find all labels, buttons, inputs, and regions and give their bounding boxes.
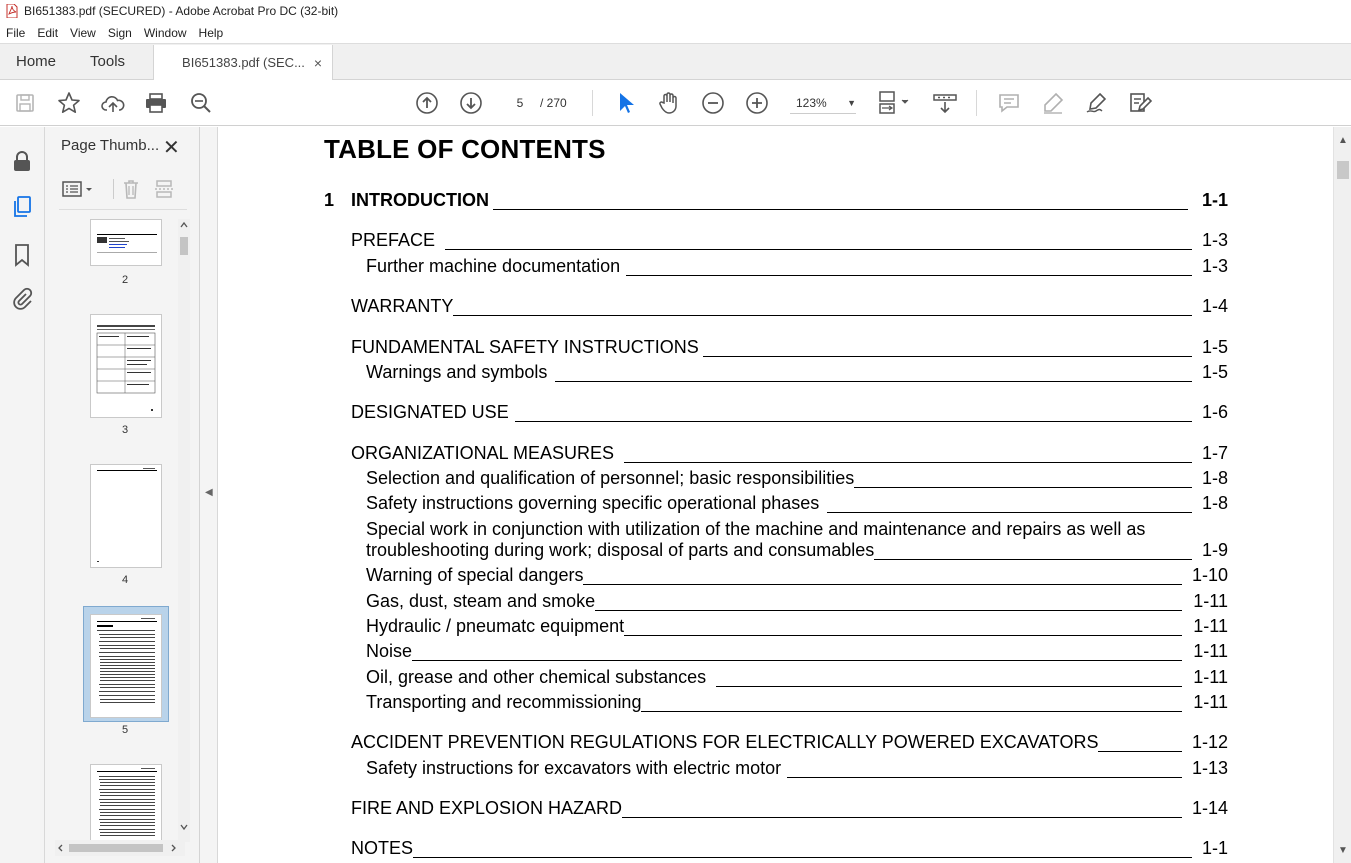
zoom-out-icon[interactable] [700,90,726,116]
toc-leader-line [703,356,1192,357]
toc-leader-line [445,249,1192,250]
toc-leader-line [827,512,1192,513]
lock-icon[interactable] [10,149,34,173]
previous-page-icon[interactable] [414,90,440,116]
scroll-up-icon[interactable]: ▲ [1338,135,1348,146]
toc-entry[interactable] [351,336,1228,360]
main-toolbar [0,80,1351,126]
tab-document[interactable] [153,45,333,80]
toc-entry-text: Transporting and recommissioning [366,692,642,712]
page-thumbnails-panel [45,127,200,863]
print-icon[interactable] [143,90,169,116]
toc-entry-text: Safety instructions governing specific operational phases [366,493,820,513]
toc-leader-line [854,487,1192,488]
cloud-upload-icon[interactable] [100,90,126,116]
scrollbar-thumb[interactable] [1337,161,1349,179]
toc-entry[interactable] [366,590,1228,614]
thumbnail-tools [59,177,179,201]
menu-help[interactable]: Help [198,25,224,40]
toc-entry-text: Noise [366,641,413,661]
toc-entry-text: Selection and qualification of personnel; basic responsibilities [366,468,855,488]
thumbnail-label: 3 [121,424,129,436]
toc-entry-page: 1-11 [1193,616,1228,636]
toc-entry-text: DESIGNATED USE [351,402,509,422]
thumbnail-page-5[interactable] [90,614,162,718]
toc-entry[interactable] [366,691,1228,715]
toc-leader-line [595,610,1182,611]
window-title: BI651383.pdf (SECURED) - Adobe Acrobat Pro DC (32-bit) [24,4,339,18]
toc-entry-text: Special work in conjunction with utilization of the machine and maintenance and repairs as well as [366,519,1146,539]
save-icon[interactable] [12,90,38,116]
toc-leader-line [624,635,1182,636]
extract-pages-icon[interactable] [153,177,175,201]
table-of-contents [219,127,1333,863]
menu-window[interactable]: Window [143,25,187,40]
toc-entry-page: 1-6 [1201,402,1228,422]
page-fit-icon[interactable] [876,90,912,116]
page-total: / 270 [540,96,567,110]
title-bar [0,0,1351,22]
toc-entry-page: 1-14 [1191,798,1228,818]
menu-sign[interactable]: Sign [107,25,132,40]
toc-entry-page: 1-10 [1191,565,1228,585]
toc-entry[interactable] [351,442,1228,466]
thumbnail-page-3[interactable] [90,314,162,418]
toc-entry-page: 1-5 [1201,362,1228,382]
thumbnail-list [45,219,200,842]
toc-entry[interactable] [351,295,1228,319]
tab-home[interactable]: Home [16,53,57,70]
toc-entry-page: 1-9 [1201,540,1228,560]
toc-entry[interactable] [366,615,1228,639]
thumbnails-horizontal-scrollbar[interactable] [55,840,185,856]
toc-entry-text: PREFACE [351,230,436,250]
chevron-down-icon: ▼ [847,97,856,108]
toc-entry-page: 1-11 [1193,591,1228,611]
toc-entry-number: 1 [324,190,335,210]
toc-leader-line [413,857,1192,858]
thumbnail-label: 4 [121,574,129,586]
thumbnail-page-4[interactable] [90,464,162,568]
document-view[interactable] [219,127,1333,863]
toc-leader-line [555,381,1192,382]
zoom-in-icon[interactable] [744,90,770,116]
toc-entry-text: Warnings and symbols [366,362,548,382]
toc-entry-page: 1-13 [1191,758,1228,778]
toc-entry[interactable] [366,467,1228,491]
toc-entry-text: ACCIDENT PREVENTION REGULATIONS FOR ELECTRICALLY POWERED EXCAVATORS [351,732,1099,752]
page-thumbnails-icon[interactable] [10,195,34,219]
toolbar-divider [976,90,977,116]
page-title: TABLE OF CONTENTS [324,134,606,164]
trash-icon[interactable] [121,177,141,201]
toc-leader-line [626,275,1192,276]
toc-leader-line [493,209,1188,210]
toc-leader-line [624,462,1192,463]
star-icon[interactable] [56,90,82,116]
toc-entry[interactable] [351,837,1228,861]
toc-entry[interactable] [366,564,1228,588]
toc-entry[interactable] [366,361,1228,385]
tab-document-label: BI651383.pdf (SEC... [182,55,305,70]
toc-entry-text: Oil, grease and other chemical substances [366,667,707,687]
toc-leader-line [874,559,1192,560]
tools-divider [113,179,114,199]
panel-collapse-handle[interactable] [200,127,218,863]
toc-leader-line [453,315,1192,316]
toc-leader-line [622,817,1182,818]
toc-entry-page: 1-7 [1201,443,1228,463]
next-page-icon[interactable] [458,90,484,116]
zoom-search-icon[interactable] [188,90,214,116]
toc-entry-text: troubleshooting during work; disposal of parts and consumables [366,540,875,560]
toc-entry-page: 1-1 [1201,190,1228,210]
highlight-pen-icon[interactable] [1040,90,1066,116]
toc-entry-page: 1-3 [1201,230,1228,250]
toc-entry-text: INTRODUCTION [351,190,489,210]
hand-tool-icon[interactable] [656,90,682,116]
toc-entry-text: Hydraulic / pneumatc equipment [366,616,625,636]
thumbnail-label: 5 [121,724,129,736]
toc-entry[interactable] [351,401,1228,425]
toc-entry-page: 1-8 [1201,468,1228,488]
menu-view[interactable]: View [70,25,96,40]
zoom-level-value: 123% [796,95,827,110]
toc-entry-text: Safety instructions for excavators with electric motor [366,758,782,778]
page-number-input[interactable]: 5 [516,96,524,110]
menu-edit[interactable]: Edit [37,25,59,40]
toc-leader-line [412,660,1182,661]
bookmark-icon[interactable] [10,243,34,267]
toc-entry-text: ORGANIZATIONAL MEASURES [351,443,615,463]
toc-entry-text: WARRANTY [351,296,454,316]
toc-entry-page: 1-11 [1193,641,1228,661]
select-cursor-icon[interactable] [612,90,638,116]
toc-entry[interactable] [366,666,1228,690]
toc-entry[interactable] [366,492,1228,516]
scroll-down-icon[interactable]: ▼ [1338,845,1348,856]
options-menu-icon[interactable] [61,177,95,201]
toc-entry-text: Further machine documentation [366,256,621,276]
toc-entry[interactable] [366,539,1228,563]
toc-entry[interactable] [366,640,1228,664]
toc-leader-line [787,777,1182,778]
toc-entry[interactable] [366,757,1228,781]
toc-entry[interactable] [324,189,1228,213]
fill-sign-icon[interactable] [1128,90,1154,116]
toc-entry[interactable] [351,229,1228,253]
toolbar-divider [592,90,593,116]
document-vertical-scrollbar[interactable] [1333,127,1351,863]
comment-icon[interactable] [996,90,1022,116]
toc-entry[interactable] [366,255,1228,279]
toc-leader-line [515,421,1192,422]
panel-divider [59,209,187,210]
toc-leader-line [641,711,1182,712]
chevron-left-icon: ◀ [205,487,213,498]
toc-leader-line [583,584,1182,585]
toc-entry-page: 1-1 [1201,838,1228,858]
thumbnail-page-2[interactable] [90,219,162,266]
tab-bar [0,43,1351,80]
tab-close-icon[interactable]: × [313,54,323,71]
toc-entry[interactable] [351,797,1228,821]
zoom-level-select[interactable] [790,92,856,114]
toc-entry-page: 1-11 [1193,692,1228,712]
toc-entry-text: Gas, dust, steam and smoke [366,591,596,611]
toc-leader-line [1098,751,1182,752]
toc-entry-page: 1-5 [1201,337,1228,357]
toc-entry-page: 1-3 [1201,256,1228,276]
thumbnails-vertical-scrollbar[interactable] [178,219,190,842]
toc-entry-page: 1-8 [1201,493,1228,513]
menu-bar [0,22,1351,43]
toc-entry-page: 1-11 [1193,667,1228,687]
tab-tools[interactable]: Tools [90,53,126,70]
attachment-icon[interactable] [10,287,34,311]
left-navigation-rail [0,127,45,863]
acrobat-pdf-icon [6,4,18,18]
toc-entry-text: FUNDAMENTAL SAFETY INSTRUCTIONS [351,337,699,357]
toc-entry-text: FIRE AND EXPLOSION HAZARD [351,798,623,818]
thumbnail-label: 2 [121,274,129,286]
toc-entry-page: 1-4 [1201,296,1228,316]
toc-leader-line [716,686,1182,687]
toc-entry[interactable] [351,731,1228,755]
toc-entry-text: Warning of special dangers [366,565,584,585]
keyboard-scroll-icon[interactable] [932,90,958,116]
panel-title: Page Thumb... [61,137,160,154]
toc-entry-text: NOTES [351,838,414,858]
thumbnail-page-6[interactable] [90,764,162,842]
close-panel-icon[interactable]: ✕ [163,137,180,159]
menu-file[interactable]: File [6,25,26,40]
draw-sign-icon[interactable] [1084,90,1110,116]
toc-entry-page: 1-12 [1191,732,1228,752]
